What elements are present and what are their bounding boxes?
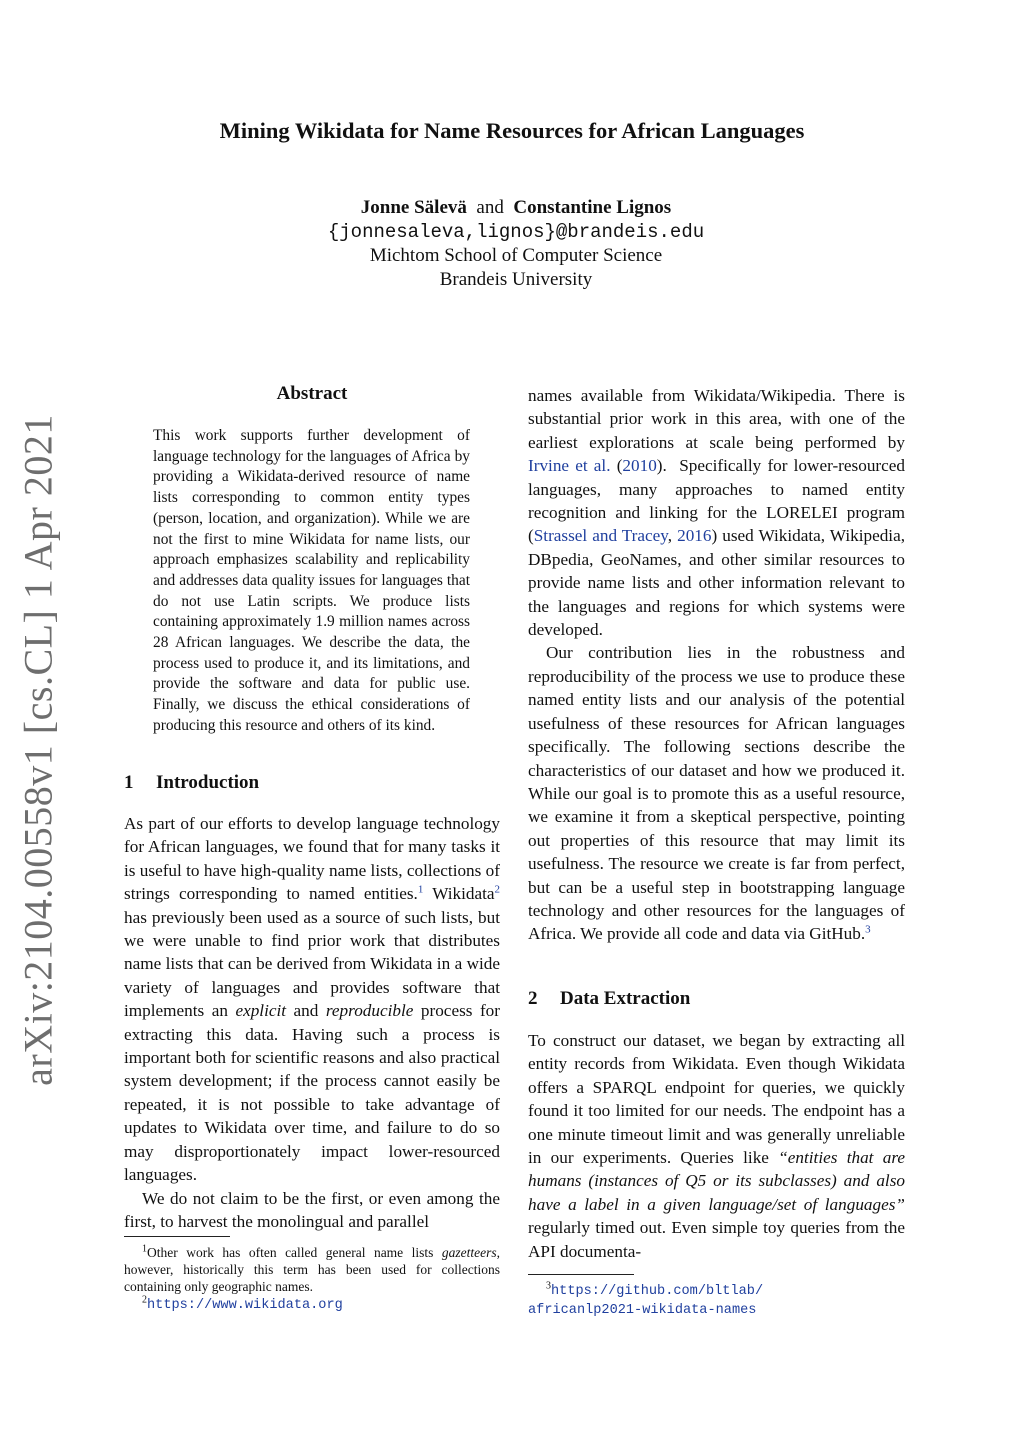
citation-strassel[interactable]: Strassel and Tracey [533, 526, 668, 546]
section-number: 2 [528, 988, 538, 1009]
citation-strassel-year[interactable]: 2016 [677, 526, 712, 546]
author-university: Brandeis University [439, 269, 593, 290]
data-extraction-paragraph-1: To construct our dataset, we began by extracting all entity records from Wikidata. Even though Wikidata offers a SPARQL endpoint for queries, we quickly found it too limited for our needs. The endpoint has a one minute timeout limit and was generally unreliable in our experiments. Queries like “entities that are humans (instances of Q5 or its subclasses) and also have a label in a given language/set of languages” regularly timed out. Even simple toy queries from the API documenta- [528, 1031, 905, 1261]
right-paragraph-1: names available from Wikidata/Wikipedia. There is substantial prior work in this area, with one of the earliest explorations at scale being performed by Irvine et al. (2010). Specifically for lower-resourced languages, many approaches to named entity recognition and linking for the LORELEI program (Strassel and Tracey, 2016) used Wikidata, Wikipedia, DBpedia, GeoNames, and other similar resources to provide name lists and other information relevant to the languages and regions for which systems were developed. [528, 386, 905, 640]
footnote-2-link[interactable]: https://www.wikidata.org [147, 1298, 343, 1313]
author-2: Constantine Lignos [513, 197, 672, 218]
author-1: Jonne Sälevä [360, 197, 467, 218]
citation-irvine[interactable]: Irvine et al. [528, 456, 611, 476]
footnote-3-link[interactable]: https://github.com/bltlab/ [551, 1284, 764, 1299]
footnote-rule-left [124, 1236, 230, 1237]
paper-title: Mining Wikidata for Name Resources for African Languages [219, 118, 805, 143]
section-number: 1 [124, 772, 134, 793]
footnotes-left [124, 1244, 500, 1314]
footnote-rule-right [528, 1274, 634, 1275]
author-block [0, 196, 1024, 292]
author-names [0, 196, 1024, 220]
introduction-body [124, 812, 500, 1233]
abstract-heading: Abstract [276, 383, 348, 404]
footnote-3: $^3$https://github.com/bltlab/ [546, 1280, 764, 1299]
section-heading-data-extraction [528, 988, 905, 1010]
citation-irvine-year[interactable]: 2010 [622, 456, 657, 476]
abstract-text: This work supports further development of language technology for the languages of Africa by providing a Wikidata-derived resource of name lists corresponding to common entity types (person, location, and organization). While we are not the first to mine Wikidata for name lists, our approach emphasizes scalability and replicability and addresses data quality issues for languages that do not use Latin scripts. We produce lists containing approximately 1.9 million names across 28 African languages. We describe the data, the process used to produce it, and its limitations, and provide the software and data for public use. Finally, we discuss the ethical considerations of producing this resource and others of its kind. [153, 427, 470, 734]
footnotes-right [528, 1281, 905, 1319]
footnote-3-link-continued[interactable]: africanlp2021-wikidata-names [528, 1303, 757, 1318]
section-title: Data Extraction [560, 988, 691, 1009]
footnote-2: $^2$https://www.wikidata.org [142, 1294, 343, 1313]
author-conjunction: and [476, 197, 504, 218]
section-heading-introduction [124, 772, 500, 794]
data-extraction-body [528, 1029, 905, 1263]
section-title: Introduction [156, 772, 260, 793]
right-column-body [528, 384, 905, 946]
arxiv-id-text: arXiv:2104.00558v1 [cs.CL] 1 Apr 2021 [15, 414, 61, 1086]
footnote-ref-3[interactable]: 3 [865, 923, 871, 936]
footnote-ref-1[interactable]: 1 [417, 883, 424, 896]
author-department: Michtom School of Computer Science [369, 245, 663, 266]
footnote-1: $^1$Other work has often called general name lists gazetteers, however, historically this term has been used for collections containing only geographic names. [124, 1243, 500, 1294]
author-email: {jonnesaleva,lignos}@brandeis.edu [327, 221, 705, 243]
introduction-paragraph-2: We do not claim to be the first, or even among the first, to harvest the monolingual and parallel [124, 1188, 500, 1231]
introduction-paragraph-1: As part of our efforts to develop language technology for African languages, we found that for many tasks it is useful to have high-quality name lists, collections of strings corresponding to named entities.$^1$ Wikidata$^2$ has previously been used as a source of such lists, but we were unable to find prior work that distributes name lists that can be derived from Wikidata in a wide variety of languages and provides software that implements an explicit and reproducible process for extracting this data. Having such a process is important both for scientific reasons and also practical system development; if the process cannot easily be repeated, it is not possible to take advantage of updates to Wikidata over time, and failure to do so may disproportionately impact lower-resourced languages. [124, 814, 500, 1185]
footnote-ref-2[interactable]: 2 [494, 883, 500, 896]
footnote-3-continued [528, 1300, 905, 1319]
right-paragraph-2: Our contribution lies in the robustness and reproducibility of the process we use to produce these named entity lists and our analysis of the potential usefulness of these resources for African languages specifically. The following sections describe the characteristics of our dataset and how we produced it. While our goal is to promote this as a useful resource, we examine it from a skeptical perspective, pointing out properties of this resource that may limit its usefulness. The resource we create is far from perfect, but can be a useful step in bootstrapping language technology and other resources for the languages of Africa. We provide all code and data via GitHub.$^3$ [528, 643, 905, 944]
